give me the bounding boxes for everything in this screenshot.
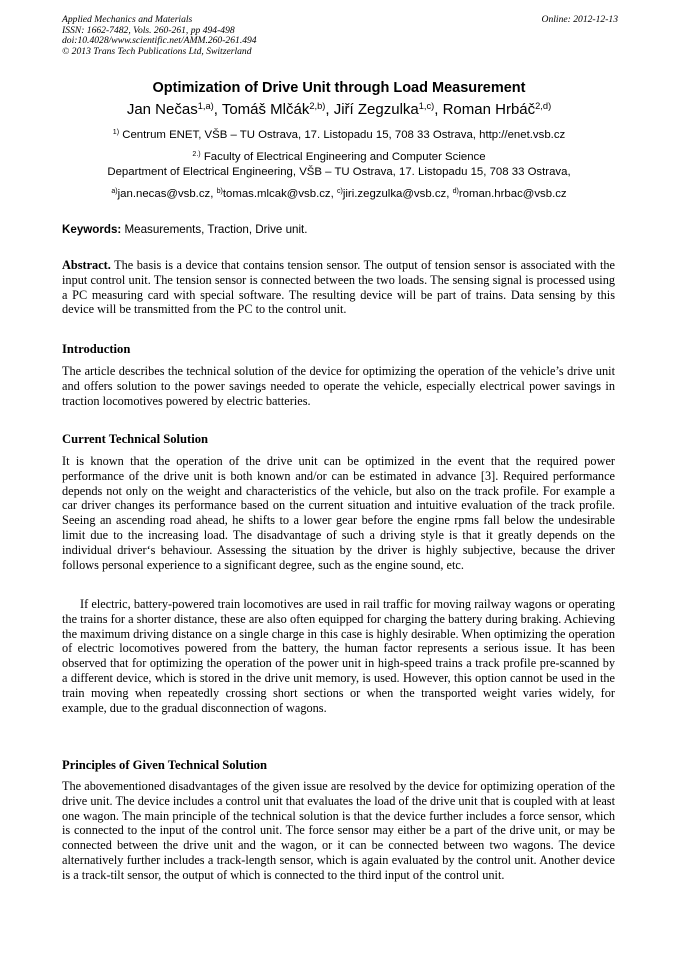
- section-paragraph: The abovementioned disadvantages of the given issue are resolved by the device for optimizing operation of the drive unit. The device includes a control unit that evaluates the load of the drive unit that is coupled with at least one wagon. The main principle of the technical solution is that the device further includes a force sensor, which is connected to the input of the control unit. The force sensor may either be a part of the drive unit, or may be connected between the drive unit and the wagon, or it can be connected between two wagons. The device alternatively further includes a track-length sensor, which is again evaluated by the control unit. Another device is a track-tilt sensor, the output of which is connected to the third input of the control unit.: [62, 779, 615, 882]
- affiliation-text: Faculty of Electrical Engineering and Computer Science: [203, 151, 486, 163]
- email-address[interactable]: jan.necas@vsb.cz: [117, 188, 211, 200]
- copyright-line: © 2013 Trans Tech Publications Ltd, Switzerland: [62, 45, 252, 57]
- email-sup: d): [452, 188, 459, 196]
- online-date: Online: 2012-12-13: [541, 14, 618, 25]
- paper-title: Optimization of Drive Unit through Load Measurement: [152, 80, 526, 96]
- keywords-label: Keywords:: [62, 223, 122, 236]
- affiliation-2-dept: Department of Electrical Engineering, VŠB – TU Ostrava, 17. Listopadu 15, 708 33 Ostrava,: [107, 166, 571, 178]
- abstract-label: Abstract.: [62, 258, 111, 272]
- email-address[interactable]: roman.hrbac@vsb.cz: [458, 188, 567, 200]
- author-list: [0, 101, 678, 118]
- journal-name: Applied Mechanics and Materials: [62, 14, 193, 25]
- email-sep: ,: [210, 188, 217, 200]
- affiliation-1: [0, 129, 678, 141]
- email-sup: a): [111, 188, 118, 196]
- section-paragraph: It is known that the operation of the drive unit can be optimized in the event that the required power performance of the drive unit is both known and/or can be estimated in advance [3]. Required performance depends not only on the weight and characteristics of the vehicle, but also on the track profile. For example a car driver changes its performance based on the current situation and intuitive evaluation of the track profile. Seeing an ascending road ahead, he shifts to a lower gear before the engine rpms fall below the undesirable limit due to the increasing load. The disadvantage of such a driving style is that it greatly depends on the individual driver‘s behaviour. Assessing the situation by the driver is highly subjective, because the driver follows personal experience to a significant degree, such as the engine sound, etc.: [62, 454, 615, 572]
- email-sep: ,: [330, 188, 337, 200]
- abstract: [62, 258, 615, 317]
- email-sup: b): [216, 188, 223, 196]
- email-sep: ,: [446, 188, 453, 200]
- author-sup: 1,a): [197, 100, 214, 111]
- author-name: Roman Hrbáč: [442, 101, 536, 118]
- journal-header: [62, 15, 618, 57]
- keywords: [62, 223, 618, 236]
- section-paragraph: If electric, battery-powered train locomotives are used in rail traffic for moving railway wagons or operating the trains for a shorter distance, these are also often equipped for charging the battery during braking. Achieving the maximum driving distance on a single charge in this case is highly desirable. When optimizing the operation of electric locomotives powered from the battery, the human factor represents a serious issue. It has been observed that for optimizing the operation of the power unit in high-speed trains a track profile pre-scanned by a different device, which is stored in the drive unit memory, is used. However, this option cannot be used in the train moving when repeatedly crossing short sections or when the transported weight varies widely, for example, due to the gradual disconnection of wagons.: [62, 597, 615, 715]
- author-name: Jiří Zegzulka: [333, 101, 419, 118]
- author-sup: 2,d): [535, 100, 552, 111]
- keywords-text: Measurements, Traction, Drive unit.: [121, 223, 308, 236]
- author-sup: 2,b): [309, 100, 326, 111]
- affiliation-text: Centrum ENET, VŠB – TU Ostrava, 17. Listopadu 15, 708 33 Ostrava, http://enet.vsb.cz: [122, 129, 566, 141]
- author-sep: ,: [434, 101, 443, 118]
- section-heading-introduction: Introduction: [62, 342, 131, 356]
- email-sup: c): [336, 188, 343, 196]
- abstract-text: The basis is a device that contains tension sensor. The output of tension sensor is associated with the input control unit. The tension sensor is connected between the two loads. The sensing signal is processed using a PC measuring card with special software. The resulting device will be part of trains. Data sensing by this device will be transmitted from the PC to the control unit.: [62, 258, 615, 317]
- section-paragraph: The article describes the technical solution of the device for optimizing the operation of the vehicle’s drive unit and offers solution to the power savings needed to operate the vehicle, especially electrical power savings in traction locomotives powered by electric batteries.: [62, 364, 615, 408]
- email-address[interactable]: tomas.mlcak@vsb.cz: [222, 188, 331, 200]
- affiliation-sup: 1): [112, 129, 120, 137]
- author-sep: ,: [325, 101, 334, 118]
- section-heading-current-solution: Current Technical Solution: [62, 432, 209, 446]
- author-name: Tomáš Mlčák: [221, 101, 310, 118]
- author-name: Jan Nečas: [126, 101, 198, 118]
- affiliation-sup: 2.): [192, 151, 201, 159]
- doi-line: doi:10.4028/www.scientific.net/AMM.260-261.494: [62, 35, 257, 47]
- section-heading-principles: Principles of Given Technical Solution: [62, 758, 268, 772]
- email-address[interactable]: jiri.zegzulka@vsb.cz: [342, 188, 447, 200]
- author-sup: 1,c): [418, 100, 435, 111]
- email-list: [0, 188, 678, 200]
- author-sep: ,: [213, 101, 222, 118]
- issn-line: ISSN: 1662-7482, Vols. 260-261, pp 494-498: [62, 24, 235, 36]
- affiliation-2: [0, 151, 678, 163]
